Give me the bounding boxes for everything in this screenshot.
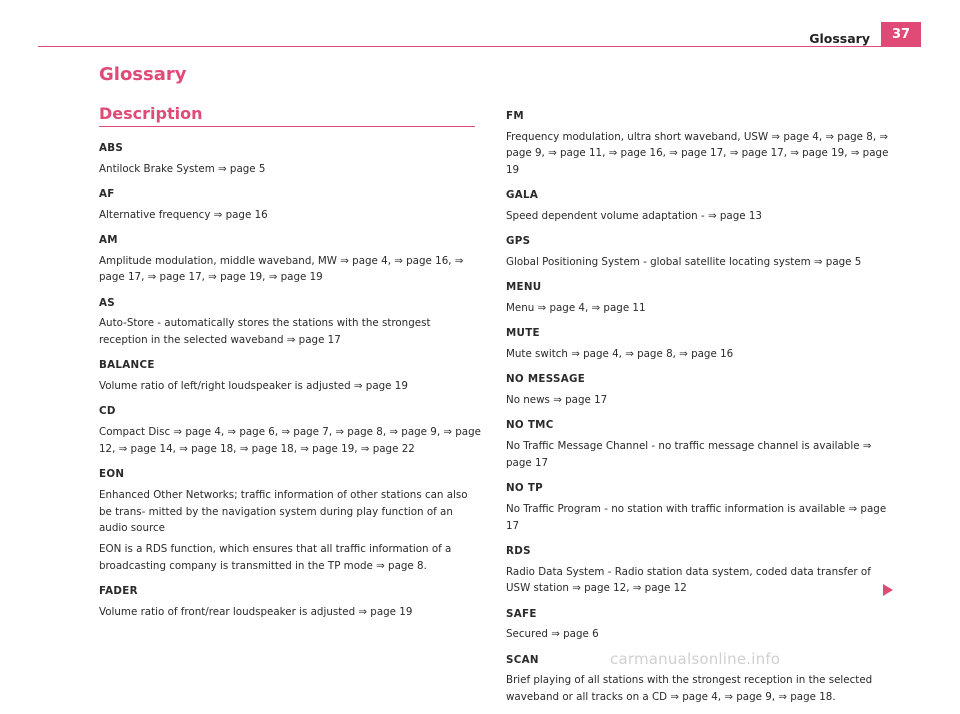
glossary-term: ABS: [99, 142, 124, 154]
glossary-entry: [99, 466, 481, 574]
glossary-entry: [506, 187, 896, 224]
glossary-term: NO TP: [506, 482, 544, 495]
glossary-definition: Brief playing of all stations with the strongest reception in the selected waveband or all tracks on a CD ⇒ page 4, ⇒ page 9, ⇒ page 18.: [506, 674, 873, 703]
running-title: Glossary: [809, 31, 870, 46]
glossary-definition: Mute switch ⇒ page 4, ⇒ page 8, ⇒ page 16: [506, 348, 734, 361]
glossary-definition: Radio Data System - Radio station data system, coded data transfer of USW station ⇒ page 12, ⇒ page 12: [506, 565, 871, 595]
glossary-term: MENU: [506, 281, 542, 294]
glossary-term: FADER: [99, 584, 138, 597]
glossary-term: RDS: [506, 544, 531, 557]
page-number-tab: [881, 22, 921, 47]
glossary-definition: No Traffic Message Channel - no traffic message channel is available ⇒ page 17: [506, 440, 872, 469]
glossary-term: BALANCE: [99, 359, 155, 372]
glossary-term: AS: [99, 296, 115, 309]
glossary-definition: Compact Disc ⇒ page 4, ⇒ page 6, ⇒ page 7, ⇒ page 8, ⇒ page 9, ⇒ page 12, ⇒ page 14, ⇒ page 18, ⇒ page 18, ⇒ page 19, ⇒ page 22: [99, 426, 481, 455]
glossary-entry: [99, 357, 481, 394]
glossary-term: CD: [99, 405, 116, 418]
glossary-term: AM: [99, 234, 118, 246]
glossary-term: NO MESSAGE: [506, 373, 586, 386]
page-title: Glossary: [99, 64, 187, 85]
glossary-entry: [99, 295, 481, 349]
glossary-entry: [99, 140, 481, 177]
glossary-entry: [99, 186, 481, 223]
glossary-definition: Global Positioning System - global satellite locating system ⇒ page 5: [506, 256, 862, 269]
glossary-term: EON: [99, 468, 125, 481]
glossary-term: AF: [99, 188, 115, 200]
glossary-definition: Alternative frequency ⇒ page 16: [99, 208, 268, 221]
glossary-definition: Secured ⇒ page 6: [506, 628, 599, 641]
glossary-entry: [506, 233, 896, 270]
next-page-arrow-icon[interactable]: [883, 584, 893, 596]
watermark: carmanualsonline.info: [610, 650, 781, 668]
glossary-term: SAFE: [506, 607, 537, 620]
glossary-definition: EON is a RDS function, which ensures that all traffic information of a broadcasting company is transmitted in the TP mode ⇒ page 8.: [99, 542, 452, 572]
glossary-term: FM: [506, 110, 524, 122]
glossary-definition: Enhanced Other Networks; traffic information of other stations can also be trans- mitted by the navigation system during play function of an audio source: [99, 488, 468, 535]
glossary-entry: [506, 279, 896, 316]
glossary-left-column: [99, 140, 481, 629]
glossary-entry: [506, 606, 896, 643]
glossary-definition: Auto-Store - automatically stores the stations with the strongest reception in the selected waveband ⇒ page 17: [99, 317, 431, 347]
glossary-entry: [506, 480, 896, 534]
header-rule: [38, 46, 920, 47]
glossary-entry: [506, 417, 896, 471]
glossary-definition: Amplitude modulation, middle waveband, MW ⇒ page 4, ⇒ page 16, ⇒ page 17, ⇒ page 17, ⇒ page 19, ⇒ page 19: [99, 254, 464, 284]
glossary-definition: Antilock Brake System ⇒ page 5: [99, 162, 266, 175]
glossary-definition: Speed dependent volume adaptation - ⇒ page 13: [506, 210, 762, 223]
section-title: Description: [99, 104, 475, 127]
glossary-entry: [99, 583, 481, 620]
glossary-term: GALA: [506, 189, 539, 202]
glossary-definition: No news ⇒ page 17: [506, 394, 608, 407]
glossary-definition: Volume ratio of front/rear loudspeaker is adjusted ⇒ page 19: [99, 605, 413, 618]
glossary-entry: [506, 325, 896, 362]
glossary-right-column: [506, 108, 896, 714]
glossary-definition: Frequency modulation, ultra short waveband, USW ⇒ page 4, ⇒ page 8, ⇒ page 9, ⇒ page 11, ⇒ page 16, ⇒ page 17, ⇒ page 17, ⇒ page 19, ⇒ page 19: [506, 130, 889, 177]
glossary-entry: [99, 232, 481, 286]
glossary-entry: [99, 403, 481, 457]
glossary-definition: Volume ratio of left/right loudspeaker is adjusted ⇒ page 19: [99, 380, 408, 393]
glossary-entry: [506, 371, 896, 408]
glossary-entry: [506, 543, 896, 597]
page-number: 37: [891, 27, 911, 42]
glossary-term: GPS: [506, 235, 531, 248]
glossary-term: MUTE: [506, 327, 540, 340]
glossary-definition: Menu ⇒ page 4, ⇒ page 11: [506, 302, 646, 315]
glossary-term: SCAN: [506, 653, 539, 666]
glossary-term: NO TMC: [506, 419, 554, 432]
glossary-entry: [506, 108, 896, 179]
glossary-definition: No Traffic Program - no station with traffic information is available ⇒ page 17: [506, 502, 887, 532]
